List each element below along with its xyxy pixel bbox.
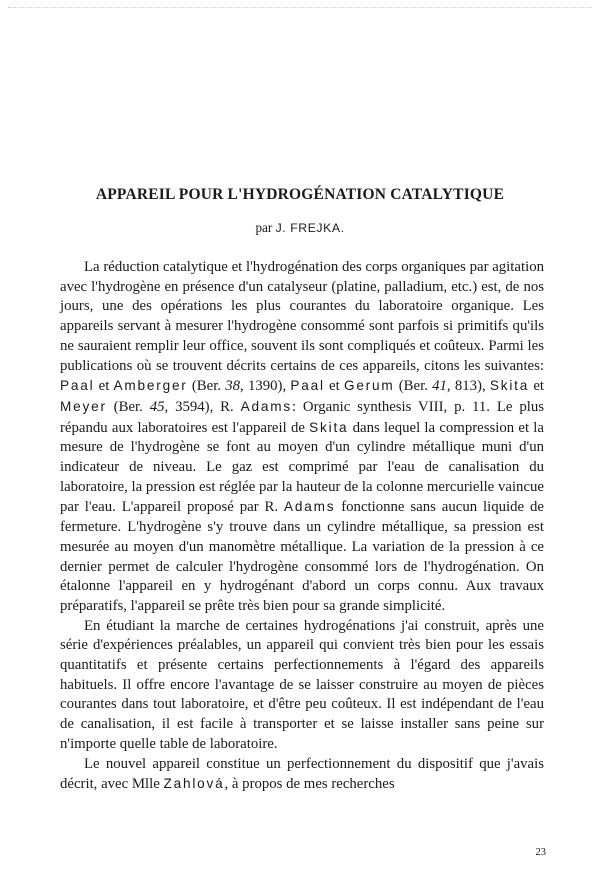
volume-number: 38 — [225, 378, 241, 395]
text-run: , 3594), R. — [164, 398, 241, 415]
text-run: (Ber. — [106, 398, 150, 415]
author-name: Paal — [290, 378, 325, 394]
text-run: La réduction catalytique et l'hydrogénation des corps organiques par agitation avec l'hydrogène en présence d'un catalyseur (platine, palladium, etc.) est, de nos jours, une des opérations les plus courantes du laboratoire organique. Les appareils servant à mesurer l'hydrogène consommé sont parfois si primitifs qu'ils ne sauraient remplir leur office, souvent ils sont compliqués et coûteux. Parmi les publications où se trouvent décrits certains de ces appareils, citons les suivantes: — [60, 259, 544, 374]
byline-author: J. FREJKA. — [275, 221, 345, 235]
author-name: Zahlová — [163, 776, 225, 792]
author-name: Skita — [489, 378, 530, 394]
text-run: , 1390), — [240, 378, 291, 395]
text-run: , 813), — [446, 378, 490, 395]
paragraph-3 — [60, 755, 544, 795]
text-run: dans lequel la compression et la mesure de l'hydrogène se font au moyen d'un cylindre métallique muni d'un indicateur de niveau. Le gaz est comprimé par l'eau de canalisation du laboratoire, la pression est réglée par la hauteur de la colonne mercurielle vaincue par l'eau. L'appareil proposé par R. — [60, 419, 544, 516]
byline — [40, 220, 560, 236]
text-run: : Organic synthesis VIII, p. 11. Le plus répandu aux laboratoires est l'appareil de — [60, 398, 544, 436]
text-run: En étudiant la marche de certaines hydrogénations j'ai construit, après une série d'expériences préalables, un appareil qui convient très bien pour les essais quantitatifs et présente certains perfectionnements à l'égard des appareils habituels. Il offre encore l'avantage de se laisser construire au moyen de pièces courantes dans tout laboratoire, et d'être peu coûteux. Il est indépendant de l'eau de canalisation, il est facile à transporter et se laisse installer sans peine sur n'importe quelle table de laboratoire. — [60, 617, 544, 752]
text-run: Le nouvel appareil constitue un perfectionnement du dispositif que j'avais décrit, avec Mlle — [60, 755, 544, 793]
author-name: Adams — [240, 398, 292, 414]
author-name: Meyer — [60, 398, 107, 414]
article-title: APPAREIL POUR L'HYDROGÉNATION CATALYTIQUE — [95, 186, 505, 203]
author-name: Amberger — [113, 378, 188, 394]
paragraph-1 — [60, 258, 544, 617]
byline-prefix: par — [255, 220, 273, 235]
page-number: 23 — [535, 847, 546, 858]
volume-number: 41 — [432, 378, 447, 395]
text-run: et — [324, 378, 344, 395]
paragraph-2 — [60, 617, 544, 755]
article-body — [60, 258, 544, 795]
text-run: (Ber. — [187, 378, 226, 395]
text-run: (Ber. — [394, 378, 433, 395]
author-name: Adams — [284, 499, 336, 515]
text-run: et — [529, 378, 545, 395]
text-run: , à propos de mes recherches — [224, 776, 395, 793]
text-run: fonctionne sans aucun liquide de fermeture. L'hydrogène s'y trouve dans un cylindre métallique, sa pression est mesurée au moyen d'un manomètre métallique. La variation de la pression à ce dernier permet de calculer l'hydrogène consommé lors de l'hydrogénation. On étalonne l'appareil en y hydrogénant d'abord un corps connu. Aux travaux préparatifs, l'appareil se prête très bien pour sa grande simplicité. — [60, 499, 544, 614]
author-name: Gerum — [343, 378, 395, 394]
author-name: Paal — [60, 378, 95, 394]
volume-number: 45 — [149, 398, 165, 415]
author-name: Skita — [309, 419, 349, 435]
scan-edge-line — [8, 7, 592, 8]
text-run: et — [94, 378, 114, 395]
